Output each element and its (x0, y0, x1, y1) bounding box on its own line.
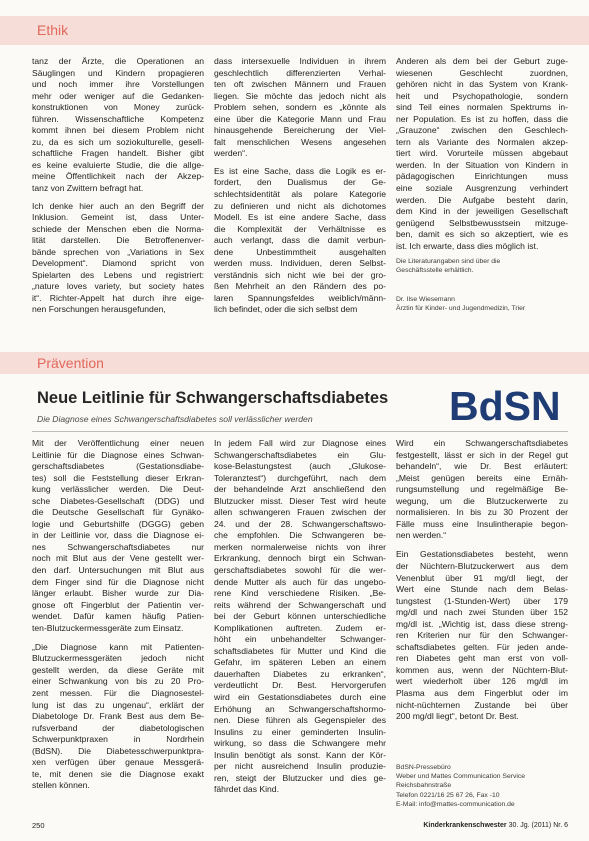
text-line: Schwerpunktpraxen in Nordrhein (32, 734, 204, 745)
journal-name: Kinderkrankenschwester (423, 822, 507, 829)
text-line: wirkung, so dass die Schwangere mehr (214, 738, 386, 749)
text-line: Fälle muss eine Insulintherapie begon- (396, 518, 568, 529)
text-line: che empfohlen. Die Schwangeren be- (214, 530, 386, 541)
text-line: Gefahr, im späteren Leben an einem (214, 657, 386, 668)
paragraph (32, 56, 204, 195)
section-label: Prävention (37, 355, 104, 371)
text-line: rufsverband der diabetologischen (32, 722, 204, 733)
text-line: eine soziale Ausgrenzung verhindert (396, 183, 568, 194)
text-line: 24. und der 28. Schwangerschaftswo- (214, 518, 386, 529)
text-line: schaftsdiabetes gelten. Für jeden ande- (396, 641, 568, 652)
text-line: fährdet das Kind. (214, 784, 279, 795)
text-line: mehr oder weniger auf die Gedanken- (32, 90, 204, 101)
text-line: den darf. Untersuchungen mit Blut aus (32, 565, 204, 576)
text-line: ner Population. Es ist zu hoffen, dass die (396, 113, 568, 124)
text-line: Plasma aus dem Fingerblut oder im (396, 687, 568, 698)
paragraph (32, 438, 204, 634)
text-line: „Grauzone“ zwischen den Geschlech- (396, 125, 568, 136)
text-line: der behandelnde Arzt anschließend den (214, 484, 386, 495)
paragraph (214, 438, 386, 796)
text-line: Modell. Es ist eine andere Sache, dass (214, 212, 386, 223)
text-line: dene Unbestimmtheit ausgehalten (214, 246, 386, 257)
text-line: Wird ein Schwangerschaftsdiabetes (396, 438, 568, 448)
ethik-column-1 (32, 56, 204, 316)
text-line: lich befindet, oder die sich selbst dem (214, 304, 358, 315)
text-line: genügend Selbstbewusstsein mitzuge- (396, 217, 568, 228)
text-line: normalisieren. In bis zu 30 Prozent der (396, 507, 568, 518)
text-line: dem Finger sind für die Diagnose nicht (32, 576, 204, 587)
text-line: Die Literaturangaben sind über die (396, 258, 501, 265)
text-line: „Die Diagnose kann mit Patienten- (32, 641, 204, 652)
text-line: behandeln“, wie Dr. Best erläutert: (396, 461, 568, 472)
text-line: Schwangerschaftsdiabetes ein Glu- (214, 449, 386, 460)
text-line: 200 mg/dl liegt“, betont Dr. Best. (396, 711, 519, 722)
text-line: Dr. Ilse Wiesemann (396, 296, 455, 303)
text-line: ist. Ich erwarte, dass dies möglich ist. (396, 240, 539, 251)
text-line: Venenblut über 91 mg/dl liegt, der (396, 572, 568, 583)
text-line: Reichsbahnstraße (396, 782, 452, 790)
text-line: kommen aus, wenn der Nüchtern-Blut- (396, 664, 568, 675)
bdsn-logo: BdSN (449, 383, 561, 429)
text-line: dass intersexuelle Individuen in ihrem (214, 56, 386, 66)
text-line: wegung, um die Blutzuckerwerte zu (396, 495, 568, 506)
text-line: logie und Geburtshilfe (DGGG) geben (32, 518, 204, 529)
text-line: dauerhaften Diabetes zu erkranken“, (214, 668, 386, 679)
text-line: verständnis sich nicht wie bei der gro- (214, 269, 386, 280)
text-line: nes Schwangerschaftsdiabetes nur (32, 541, 204, 552)
text-line: Säuglingen und Kindern propagieren (32, 67, 204, 78)
text-line: Ich denke hier auch an den Begriff der (32, 200, 204, 211)
text-line: ßen Mehrheit an den Rändern des po- (214, 281, 386, 292)
text-line: tern als Variante des Normalen akzep- (396, 136, 568, 147)
text-line: Insulins zu einer geminderten Insulin- (214, 726, 386, 737)
text-line: in der Leitlinie vor, dass die Diagnose ei- (32, 530, 204, 541)
text-line: tanz von Zwittern befragt hat. (32, 183, 144, 194)
text-line: mg/dl ist. „Wichtig ist, dass diese streng- (396, 618, 568, 629)
text-line: gerschaftsdiabetes sowohl für die wer- (214, 565, 386, 576)
text-line: gestellt werden, da diese Geräte mit (32, 664, 204, 675)
text-line: schlechtsidentität als polare Kategorie (214, 189, 386, 200)
text-line: werden. In der Situation von Kindern in (396, 159, 568, 170)
text-line: ben, damit es sich so akzeptiert, wie es (396, 229, 568, 240)
text-line: reits während der Schwangerschaft und (214, 599, 386, 610)
text-line: gerschaftsdiabetes (Gestationsdiabe- (32, 461, 204, 472)
text-line: Toleranztest“) durchgeführt, nach dem (214, 472, 386, 483)
text-line: Blutzucker misst. Dieser Test wird heute (214, 495, 386, 506)
text-line: schaftliche Fragen handelt. Bisher gibt (32, 148, 204, 159)
text-line: nicht-nüchternen Zustande bei über (396, 699, 568, 710)
literature-note (396, 257, 568, 275)
text-line: sche Diabetes-Gesellschaft (DDG) und (32, 495, 204, 506)
text-line: nen Forschungen herausgefunden, (32, 304, 166, 315)
paragraph (32, 642, 204, 792)
text-line: mg/dl und nach zwei Stunden über 152 (396, 607, 568, 618)
text-line: pädagogischen Einrichtungen muss (396, 171, 568, 182)
text-line: liegen. Sie möchte das jedoch nicht als (214, 90, 386, 101)
paragraph (214, 166, 386, 316)
text-line: falt menschlichen Wesens angesehen (214, 136, 386, 147)
text-line: die Komplexität der Verhältnisse es (214, 223, 386, 234)
text-line: Komplikationen auftreten. Zudem er- (214, 622, 386, 633)
text-line: ten oft zwischen Männern und Frauen (214, 79, 386, 90)
text-line: Mit der Veröffentlichung einer neuen (32, 438, 204, 448)
text-line: Inklusion. Gemeint ist, dass Unter- (32, 212, 204, 223)
praevention-column-1 (32, 438, 204, 792)
text-line: tiert wird. Vorurteile müssen abgebaut (396, 148, 568, 159)
ethik-column-3 (396, 56, 568, 252)
text-line: Development“. Diamond spricht von (32, 258, 204, 269)
text-line: it“. Richter-Appelt hat durch ihre eige- (32, 292, 204, 303)
text-line: ren Diabetes geht man erst von voll- (396, 653, 568, 664)
text-line: Blutzuckermessgeräten jedoch nicht (32, 653, 204, 664)
text-line: kose-Belastungstest (auch „Glukose- (214, 461, 386, 472)
text-line: länger erlaubt. Bisher wurde zur Dia- (32, 588, 204, 599)
text-line: nen werden.“ (396, 530, 447, 541)
praevention-column-2 (214, 438, 386, 796)
text-line: noch mit Blut aus der Vene gestellt wer- (32, 553, 204, 564)
paragraph (214, 56, 386, 160)
journal-issue: 30. Jg. (2011) Nr. 6 (508, 822, 568, 829)
text-line: wert wiederholt über 126 mg/dl im (396, 676, 568, 687)
text-line: Geschäftsstelle erhältlich. (396, 267, 474, 275)
text-line: tes) soll die Feststellung dieser Erkran- (32, 472, 204, 483)
text-line: rene Kind verschiedene Risiken. „Be- (214, 588, 386, 599)
text-line: zent messen. Für die Diagnosestel- (32, 687, 204, 698)
text-line: tanz der Ärzte, die Operationen an (32, 56, 204, 66)
text-line: lung ist das zu ungenau“, erklärt der (32, 699, 204, 710)
text-line: allen schwangeren Frauen zwischen der (214, 507, 386, 518)
text-line: zu, da es sich um soziokulturelle, gesell- (32, 136, 204, 147)
text-line: laren Spannungsfeldes weiblich/männ- (214, 292, 386, 303)
text-line: Anderen als dem bei der Geburt zuge- (396, 56, 568, 66)
text-line: BdSN-Pressebüro (396, 764, 451, 771)
text-line: Ärztin für Kinder- und Jugendmedizin, Trier (396, 305, 526, 313)
text-line: höht ein unbehandelter Schwanger- (214, 634, 386, 645)
text-line: stellen können. (32, 780, 90, 791)
text-line: In jedem Fall wird zur Diagnose eines (214, 438, 386, 448)
text-line: Diabetologe Dr. Frank Best aus dem Be- (32, 711, 204, 722)
text-line: „Meist genügen bereits eine Ernäh- (396, 472, 568, 483)
text-line: te, mit denen sie die Diagnose exakt (32, 768, 204, 779)
text-line: „nature loves variety, but society hates (32, 281, 204, 292)
text-line: per nicht ausreichend Insulin produzie- (214, 761, 386, 772)
section-band-ethik (0, 16, 589, 45)
text-line: ren Kriterien nur für den Schwanger- (396, 630, 568, 641)
section-label: Ethik (37, 22, 69, 38)
text-line: Problem sehen, sondern es „könnte als (214, 102, 386, 113)
text-line: einer Schwankung von bis zu 20 Pro- (32, 676, 204, 687)
paragraph (396, 56, 568, 252)
text-line: heit und Psychopathologie, sondern (396, 90, 568, 101)
text-line: ren, steigt der Blutzucker und dies ge- (214, 772, 386, 783)
text-line: merken normalerweise nichts von ihrer (214, 541, 386, 552)
article-subtitle: Die Diagnose eines Schwangerschaftsdiabetes soll verlässlicher werden (37, 414, 313, 424)
text-line: Leitlinie für die Diagnose eines Schwan- (32, 449, 204, 460)
praevention-column-3 (396, 438, 568, 723)
text-line: Erhöhung an Schwangerschaftshormo- (214, 703, 386, 714)
text-line: tungstest (1-Stunden-Wert) über 179 (396, 595, 568, 606)
text-line: Wert eine Stunde nach dem Belas- (396, 584, 568, 595)
text-line: Telefon 0221/16 25 67 26, Fax -10 (396, 791, 500, 799)
text-line: Ein Gestationsdiabetes besteht, wenn (396, 549, 568, 560)
text-line: gnose oft Fingerblut der Patientin ver- (32, 599, 204, 610)
text-line: schiede der Menschen eben die Norma- (32, 223, 204, 234)
text-line: bände sprechen von „Variations in Sex (32, 246, 204, 257)
section-band-praevention (0, 352, 589, 374)
ethik-column-2 (214, 56, 386, 316)
text-line: die Deutsche Gesellschaft für Gynäko- (32, 507, 204, 518)
text-line: gehören nicht in das System von Krank- (396, 79, 568, 90)
text-line: konstruktionen von Money zurück- (32, 102, 204, 113)
text-line: dende Mutter als auch für das ungebo- (214, 576, 386, 587)
text-line: E-Mail: info@mattes-communication.de (396, 800, 515, 808)
text-line: wendet. Dafür kamen häufig Patien- (32, 611, 204, 622)
text-line: geschlechtlich differenzierten Verhal- (214, 67, 386, 78)
journal-info (423, 821, 568, 831)
text-line: es keine evaluierte Studie, die die allge- (32, 159, 204, 170)
text-line: xen verfügen über genaue Messgerä- (32, 757, 204, 768)
page-number: 250 (32, 821, 45, 830)
text-line: dem Kind in der jeweiligen Gesellschaft (396, 206, 568, 217)
text-line: zu definieren und nicht als dichotomes (214, 200, 386, 211)
text-line: der Nüchtern-Blutzuckerwert aus dem (396, 560, 568, 571)
text-line: Weber und Mattes Communication Service (396, 773, 526, 781)
text-line: wird ein Gestationsdiabetes durch eine (214, 692, 386, 703)
text-line: meine Öffentlichkeit nach der Akzep- (32, 171, 204, 182)
text-line: Insulin benötigt als sonst. Kann der Kör- (214, 749, 386, 760)
text-line: ten-Blutzuckermessgeräte zum Einsatz. (32, 622, 184, 633)
paragraph (396, 549, 568, 722)
text-line: verdeutlicht Dr. Best. Hervorgerufen (214, 680, 386, 691)
text-line: führen. Wissenschaftliche Kompetenz (32, 113, 204, 124)
text-line: kung verlässlicher werden. Die Deut- (32, 484, 204, 495)
text-line: werden. Die Aufgabe besteht darin, (396, 194, 568, 205)
text-line: schaftsdiabetes für Mutter und Kind die (214, 645, 386, 656)
text-line: bei der Geburt können unterschiedliche (214, 611, 386, 622)
text-line: nen. Diese führen als Gegenspieler des (214, 715, 386, 726)
text-line: wiesenen Geschlecht zuordnen, (396, 67, 568, 78)
paragraph (32, 201, 204, 316)
text-line: hinausgehende Bereicherung der Viel- (214, 125, 386, 136)
article-title: Neue Leitlinie für Schwangerschaftsdiabetes (37, 389, 389, 407)
text-line: Erkrankung, dennoch birgt ein Schwan- (214, 553, 386, 564)
text-line: festgestellt, lässt er sich in der Regel gut (396, 449, 568, 460)
text-line: Es ist eine Sache, dass die Logik es er- (214, 165, 386, 176)
text-line: und noch immer ihre Vorstellungen (32, 79, 204, 90)
text-line: werden“. (214, 148, 248, 159)
text-line: werden muss. Individuen, deren Selbst- (214, 258, 386, 269)
text-line: eine über die Kategorie Mann und Frau (214, 113, 386, 124)
text-line: lität darstellen. Die Betroffenenver- (32, 235, 204, 246)
text-line: kommt ihnen bei diesem Problem nicht (32, 125, 204, 136)
press-contact (396, 763, 568, 809)
text-line: (BdSN). Die Diabetesschwerpunktpra- (32, 745, 204, 756)
text-line: sind Teil eines normalen Spektrums in- (396, 102, 568, 113)
author-signature (396, 295, 568, 313)
text-line: Spielarten des Lebens und registriert: (32, 269, 204, 280)
text-line: rungsumstellung und regelmäßige Be- (396, 484, 568, 495)
text-line: auch verlangt, dass die damit verbun- (214, 235, 386, 246)
divider (32, 431, 568, 432)
paragraph (396, 438, 568, 542)
text-line: fordert, den Dualismus der Ge- (214, 177, 386, 188)
